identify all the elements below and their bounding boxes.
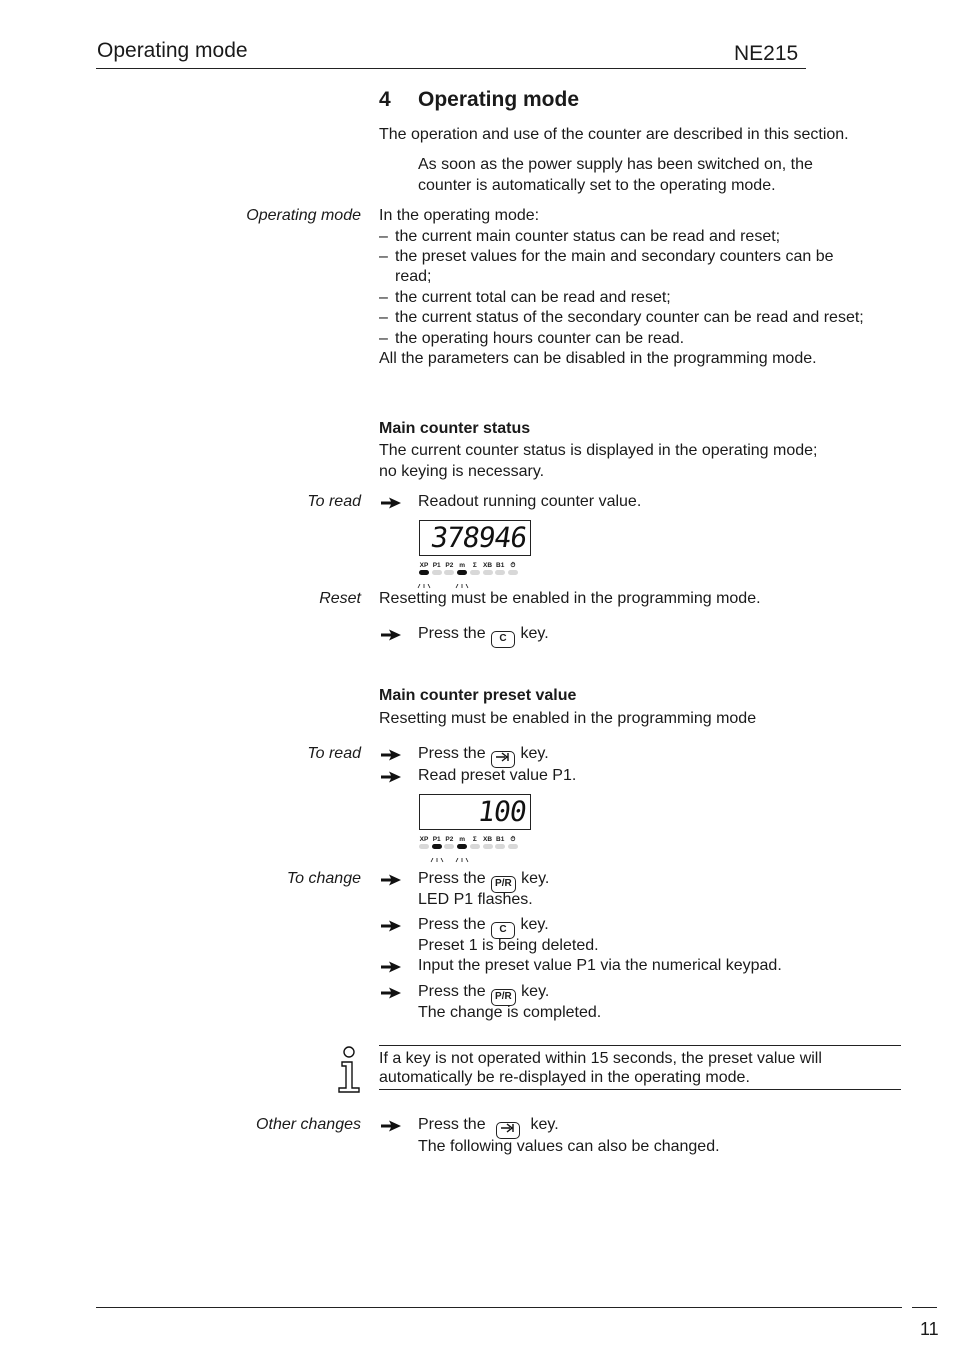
display-value: 100 bbox=[476, 795, 529, 828]
led-dot bbox=[432, 844, 442, 849]
led-label: B1 bbox=[496, 562, 505, 569]
led-dot bbox=[432, 570, 442, 575]
list-item-continuation: read; bbox=[395, 268, 432, 285]
other-changes-instruction: Press the key. bbox=[418, 1115, 559, 1139]
main-status-heading: Main counter status bbox=[379, 420, 531, 437]
arrow-icon bbox=[380, 496, 402, 510]
c-key-icon: C bbox=[491, 631, 515, 648]
power-note-line2: counter is automatically set to the operating mode. bbox=[418, 177, 776, 194]
press-pr-instruction: Press the P/R key. bbox=[418, 869, 549, 893]
header-model: NE215 bbox=[734, 42, 799, 65]
led-label: m bbox=[459, 562, 465, 569]
led-label: m bbox=[459, 836, 465, 843]
side-label-to-change: To change bbox=[286, 870, 361, 887]
arrow-icon bbox=[380, 748, 402, 762]
list-item: – the preset values for the main and secondary counters can be bbox=[379, 248, 834, 265]
note-divider-top bbox=[379, 1045, 901, 1046]
led-dot bbox=[444, 570, 454, 575]
led-dot bbox=[508, 570, 518, 575]
preset-deleted-text: Preset 1 is being deleted. bbox=[418, 937, 599, 954]
info-note-line2: automatically be re-displayed in the operating mode. bbox=[379, 1069, 750, 1086]
led-label: XP bbox=[419, 836, 429, 843]
led-dot bbox=[495, 570, 505, 575]
led-label: B1 bbox=[496, 836, 505, 843]
power-note-line1: As soon as the power supply has been switched on, the bbox=[418, 156, 813, 173]
led-flash-rays-icon bbox=[455, 858, 469, 863]
operating-mode-lead: In the operating mode: bbox=[379, 207, 540, 224]
side-label-reset: Reset bbox=[319, 590, 361, 607]
led-dot bbox=[470, 844, 480, 849]
arrow-icon bbox=[380, 628, 402, 642]
header-divider bbox=[96, 68, 806, 69]
led-label: XB bbox=[482, 836, 493, 843]
arrow-icon bbox=[380, 919, 402, 933]
led-indicator bbox=[506, 836, 520, 849]
led-label: ⏱ bbox=[510, 836, 516, 843]
to-read-instruction: Readout running counter value. bbox=[418, 493, 642, 510]
led-dot bbox=[470, 570, 480, 575]
press-next-key-instruction: Press the key. bbox=[418, 744, 549, 768]
list-item: – the current status of the secondary counter can be read and reset; bbox=[379, 309, 864, 326]
side-label-to-read-preset: To read bbox=[307, 745, 361, 762]
other-changes-text: The following values can also be changed. bbox=[418, 1138, 720, 1155]
arrow-icon bbox=[380, 873, 402, 887]
main-status-line2: no keying is necessary. bbox=[379, 463, 545, 480]
display-value: 378946 bbox=[428, 521, 529, 554]
section-heading bbox=[379, 87, 579, 113]
led-label: Σ bbox=[472, 562, 477, 569]
main-status-line1: The current counter status is displayed in the operating mode; bbox=[379, 442, 818, 459]
led-indicator bbox=[506, 562, 520, 575]
led-dot bbox=[419, 844, 429, 849]
led-dot bbox=[495, 844, 505, 849]
page-number: 11 bbox=[920, 1319, 939, 1339]
press-pr-confirm-instruction: Press the P/R key. bbox=[418, 982, 549, 1006]
led-dot bbox=[457, 844, 467, 849]
press-c-instruction: Press the C key. bbox=[418, 915, 549, 939]
led-dot bbox=[483, 570, 493, 575]
list-item: – the current total can be read and reset; bbox=[379, 289, 671, 306]
counter-display bbox=[419, 520, 531, 556]
reset-text: Resetting must be enabled in the programming mode. bbox=[379, 590, 761, 607]
section-title: Operating mode bbox=[418, 88, 580, 111]
operating-mode-closing: All the parameters can be disabled in the programming mode. bbox=[379, 350, 817, 367]
led-dot bbox=[457, 570, 467, 575]
arrow-icon bbox=[380, 1119, 402, 1133]
info-icon bbox=[336, 1046, 362, 1094]
list-item: – the operating hours counter can be read. bbox=[379, 330, 685, 347]
change-completed-text: The change is completed. bbox=[418, 1004, 602, 1021]
pr-key-icon: P/R bbox=[491, 989, 516, 1006]
led-label: XP bbox=[419, 562, 429, 569]
led-label: XB bbox=[482, 562, 493, 569]
reset-instruction: Press the C key. bbox=[418, 624, 549, 648]
side-label-other-changes: Other changes bbox=[256, 1116, 361, 1133]
pr-key-icon: P/R bbox=[491, 876, 516, 893]
read-preset-instruction: Read preset value P1. bbox=[418, 767, 577, 784]
led-dot bbox=[444, 844, 454, 849]
arrow-icon bbox=[380, 960, 402, 974]
led-dot bbox=[508, 844, 518, 849]
header-title: Operating mode bbox=[97, 39, 248, 62]
led-label: P2 bbox=[445, 836, 454, 843]
list-item: – the current main counter status can be read and reset; bbox=[379, 228, 781, 245]
led-flashes-text: LED P1 flashes. bbox=[418, 891, 533, 908]
led-label: ⏱ bbox=[510, 562, 516, 569]
c-key-icon: C bbox=[491, 922, 515, 939]
led-label: P2 bbox=[445, 562, 454, 569]
led-flash-rays-icon bbox=[430, 858, 444, 863]
footer-divider bbox=[96, 1307, 902, 1308]
arrow-icon bbox=[380, 770, 402, 784]
info-note-line1: If a key is not operated within 15 seconds, the preset value will bbox=[379, 1050, 822, 1067]
input-preset-instruction: Input the preset value P1 via the numerical keypad. bbox=[418, 957, 782, 974]
led-label: Σ bbox=[472, 836, 477, 843]
side-label-operating-mode: Operating mode bbox=[246, 207, 361, 224]
led-label: P1 bbox=[432, 562, 441, 569]
side-label-to-read: To read bbox=[307, 493, 361, 510]
led-indicator-row bbox=[418, 562, 538, 582]
preset-subtext: Resetting must be enabled in the programming mode bbox=[379, 710, 757, 727]
led-label: P1 bbox=[432, 836, 441, 843]
arrow-icon bbox=[380, 986, 402, 1000]
led-indicator-row bbox=[418, 836, 538, 856]
section-number: 4 bbox=[379, 88, 391, 111]
preset-heading: Main counter preset value bbox=[379, 687, 577, 704]
footer-divider-short bbox=[912, 1307, 937, 1308]
intro-text: The operation and use of the counter are described in this section. bbox=[379, 126, 849, 143]
led-dot bbox=[419, 570, 429, 575]
led-dot bbox=[483, 844, 493, 849]
preset-display bbox=[419, 794, 531, 830]
note-divider-bottom bbox=[379, 1089, 901, 1090]
